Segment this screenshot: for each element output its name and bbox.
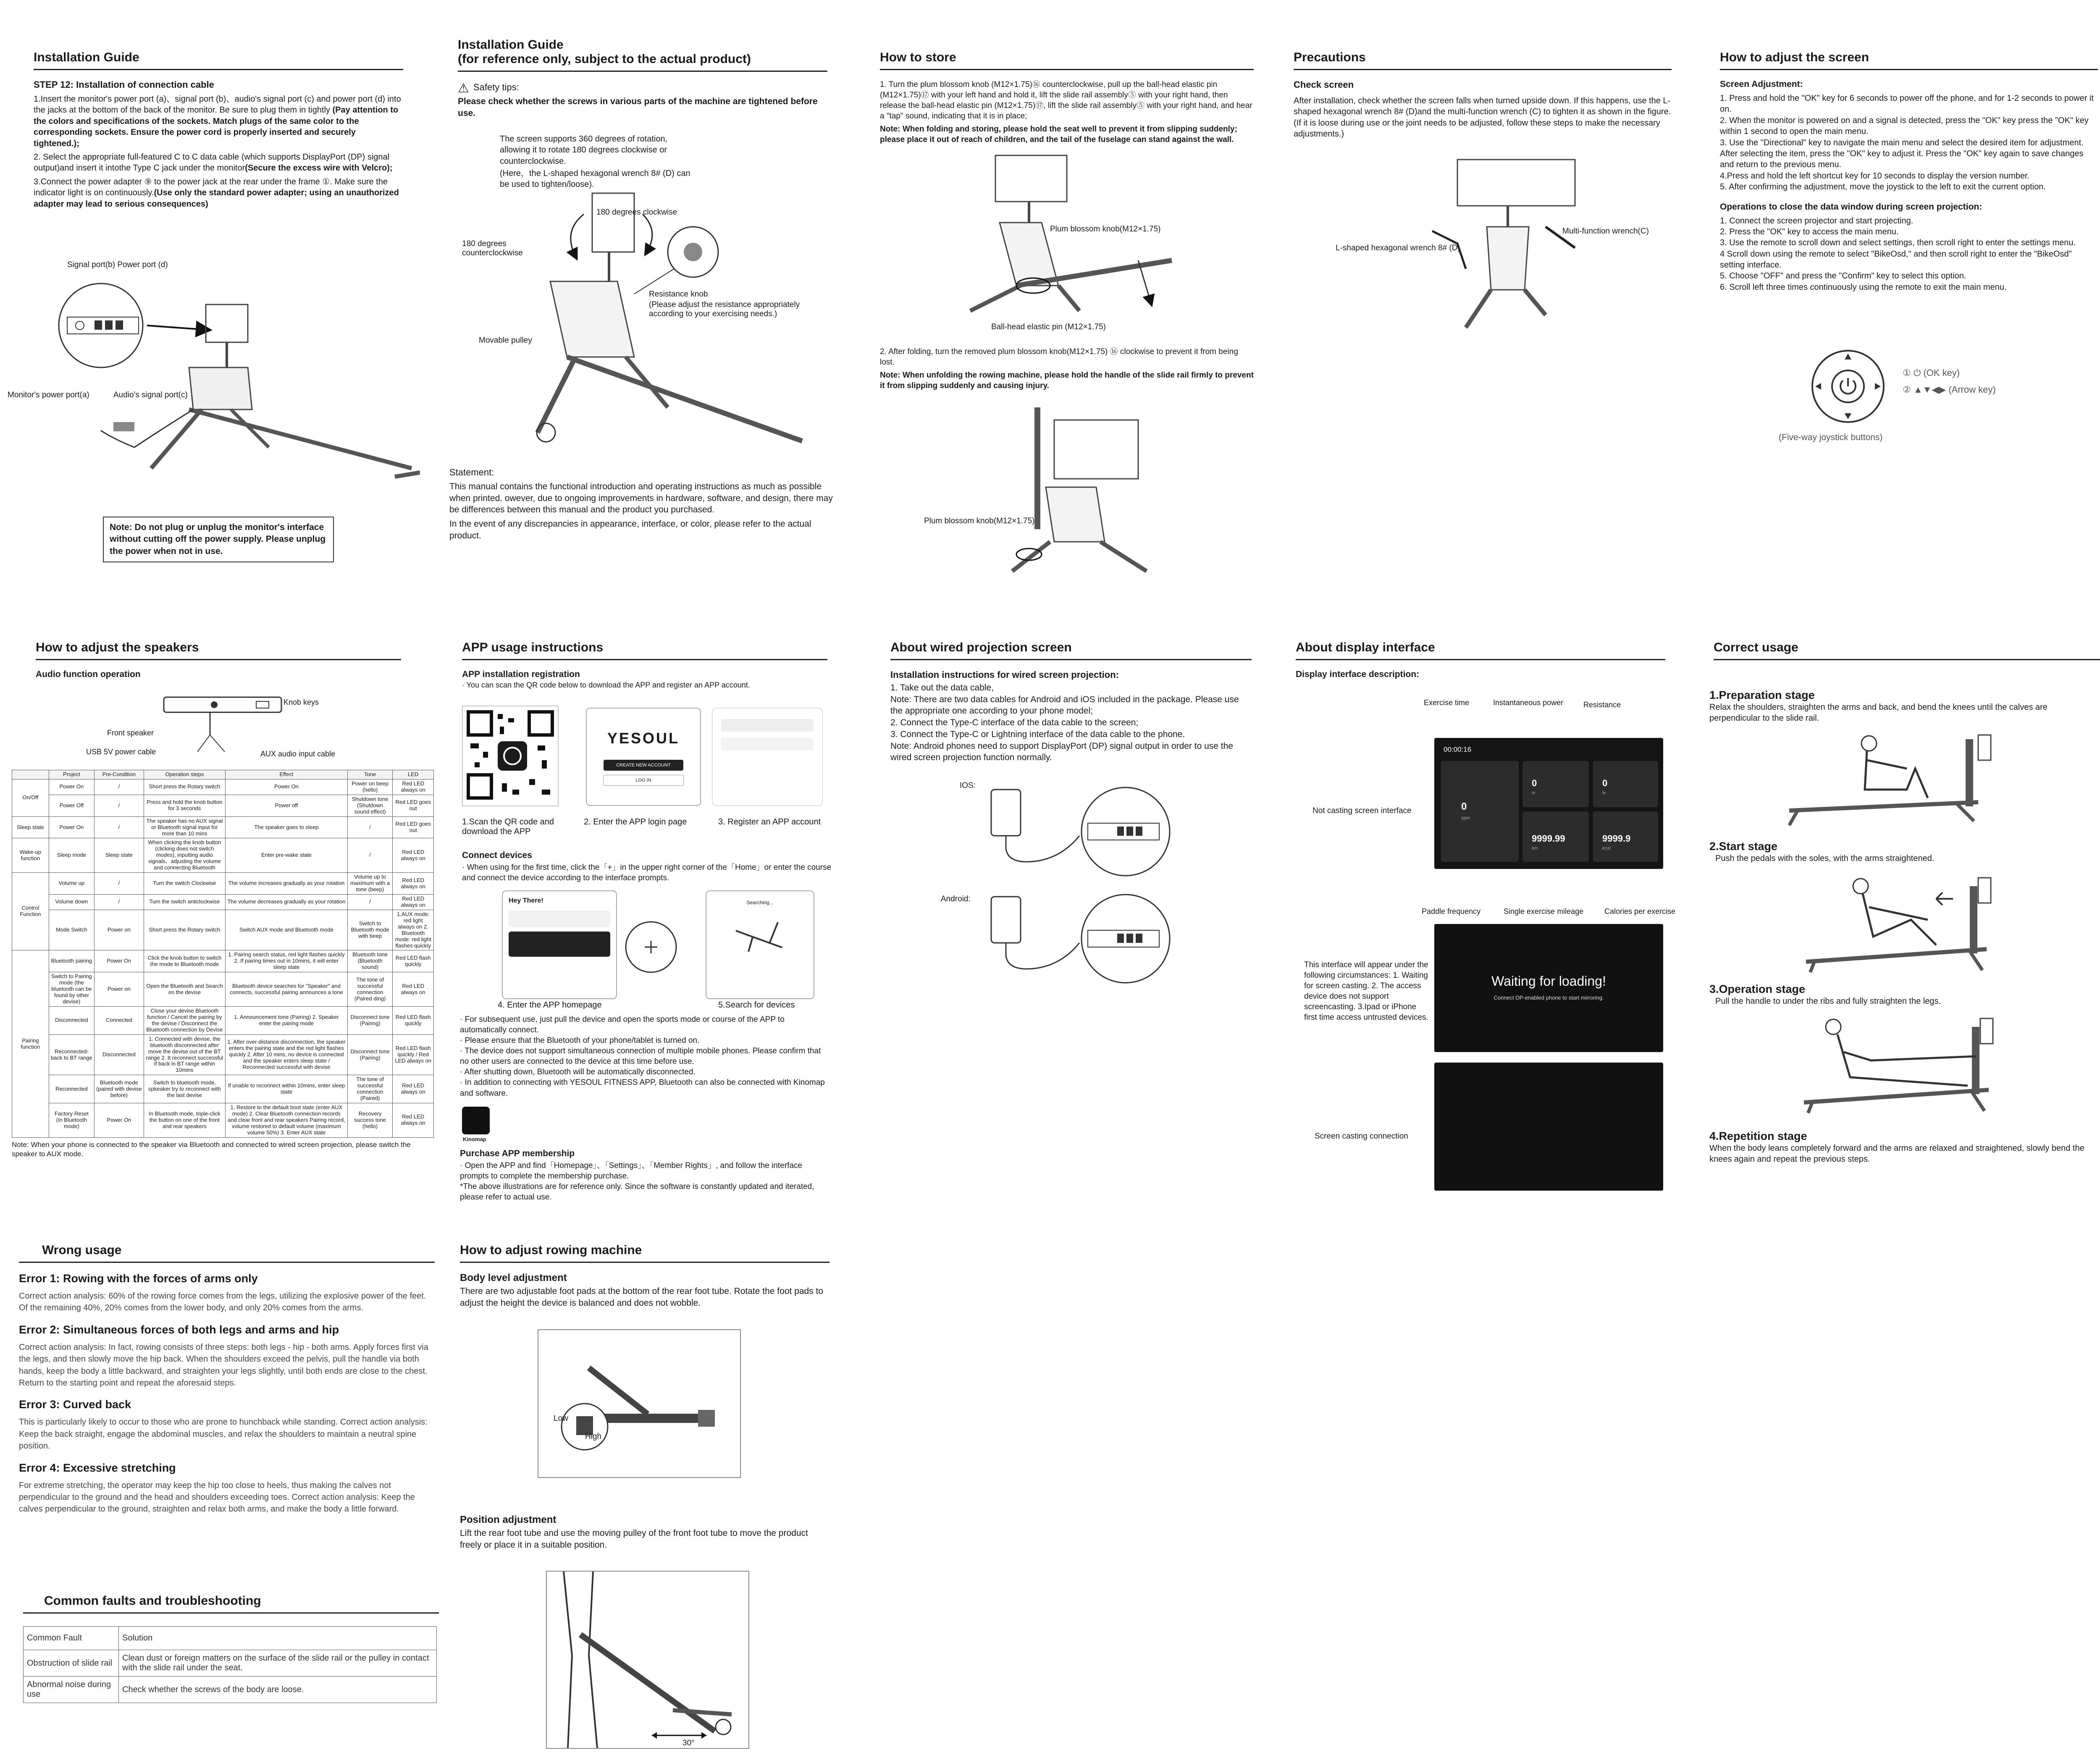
app-panel <box>462 640 827 693</box>
screen-adjust-title: How to adjust the screen <box>1720 50 2098 70</box>
paddle-frequency-label: Paddle frequency <box>1422 907 1481 916</box>
foot-pad-figure <box>538 1329 741 1478</box>
app-bullet: · Please ensure that the Bluetooth of your phone/tablet is turned on. <box>460 1036 700 1045</box>
statement-text-2: In the event of any discrepancies in appearance, interface, or color, please refer to the actual product. <box>449 519 811 541</box>
stage-4-title: 4.Repetition stage <box>1709 1130 1807 1142</box>
knob-label: Plum blossom knob(M12×1.75) <box>1050 225 1161 234</box>
kinomap-logo <box>462 1107 490 1134</box>
error-2-text: Correct action analysis: In fact, rowing consists of three steps: both legs - hip - both arms. Apply forces first via the legs, and then slowly move the hip back. When the shoulders exceed the pelvis, pull the handle via both hands, keep the body a little backward, and straighten your legs slightly, until both ends are close to the chest. Return to the starting point and repeat the aforesaid steps. <box>19 1342 428 1388</box>
power-unit: w <box>1532 790 1535 795</box>
correct-usage-title: Correct usage <box>1714 640 2100 660</box>
stage-2-figure <box>1802 869 1995 974</box>
statement-label: Statement: <box>449 467 494 478</box>
table-row: Obstruction of slide rail Clean dust or foreign matters on the surface of the slide rail or the pulley in contact with the slide rail under the seat. <box>24 1650 437 1677</box>
error-1-title: Error 1: Rowing with the forces of arms only <box>19 1272 258 1285</box>
app-bullet: · The device does not support simultaneous connection of multiple mobile phones. Please confirm that no other users are connected to the device at this time before use. <box>460 1047 821 1066</box>
wrong-usage-title: Wrong usage <box>19 1243 435 1263</box>
connect-devices-subtitle: Connect devices <box>462 850 532 860</box>
position-adjust-text: Lift the rear foot tube and use the moving pulley of the front foot tube to move the product freely or place it in a suitable position. <box>460 1528 808 1550</box>
installation-title: Installation Guide <box>34 50 403 70</box>
close-window-subtitle: Operations to close the data window during screen projection: <box>1720 202 1982 212</box>
error-4-title: Error 4: Excessive stretching <box>19 1461 176 1474</box>
purchase-note: *The above illustrations are for reference only. Since the software is constantly updated and iterated, please refer to actual use. <box>460 1182 814 1202</box>
correct-usage-panel <box>1714 640 2100 669</box>
safety-label: Safety tips: <box>473 82 519 92</box>
calories-unit: kcal <box>1602 846 1611 851</box>
wired-line: 1. Take out the data cable, <box>890 683 994 693</box>
store-panel <box>880 50 1254 147</box>
kinomap-label: Kinomap <box>463 1136 486 1142</box>
counterclockwise-label: 180 degrees counterclockwise <box>462 239 523 257</box>
pulley-label: Movable pulley <box>479 336 532 345</box>
step-2-caption: 2. Enter the APP login page <box>584 817 687 827</box>
close-step: 1. Connect the screen projector and start projecting. <box>1720 216 1914 226</box>
stage-1-title: 1.Preparation stage <box>1709 689 1815 701</box>
close-window-steps <box>1720 215 2098 293</box>
power-value: 0 <box>1532 778 1537 788</box>
step-4-caption: 4. Enter the APP homepage <box>498 1000 602 1010</box>
faults-panel <box>23 1594 439 1703</box>
screen-adjust-steps <box>1720 93 2098 193</box>
login-screen <box>586 708 701 806</box>
step-3-caption: 3. Register an APP account <box>718 817 821 827</box>
knob-label-2: Plum blossom knob(M12×1.75) <box>924 517 1035 525</box>
app-homepage-screen <box>502 890 617 999</box>
ok-key-label: ① ⏻ (OK key) <box>1903 367 1960 378</box>
safety-text: Please check whether the screws in various parts of the machine are tightened before use. <box>458 97 818 118</box>
connect-devices-block <box>462 850 832 886</box>
rower-icon <box>706 905 814 964</box>
spm-value: 0 <box>1461 801 1467 812</box>
aux-cable-label: AUX audio input cable <box>260 750 336 758</box>
rotation-diagram <box>466 189 827 458</box>
waiting-conditions-text: This interface will appear under the following circumstances: 1. Waiting for screen casting. 2. The access device does not support screencasting. 3.Ipad or iPhone first time access untrusted devices. <box>1304 961 1428 1022</box>
low-label: Low <box>554 1414 568 1423</box>
resistance-knob-label: Resistance knob <box>649 290 708 299</box>
check-screen-title: Check screen <box>1294 79 1354 90</box>
statement-text: This manual contains the functional introduction and operating instructions as much as possible when printed. owever, due to ongoing improvements in hardware, software, and design, there may be differences between this manual and the product you purchased. <box>449 482 833 515</box>
screen-step: 3. Use the "Directional" key to navigate the main menu and select the desired item for adjustment. After selecting the item, press the "OK" key to adjust it. Press the "OK" key again to save changes and return to the previous menu. <box>1720 138 2084 170</box>
distance-unit: km <box>1532 846 1538 851</box>
resistance-value: 0 <box>1602 778 1608 788</box>
level-adjust-subtitle: Body level adjustment <box>460 1272 567 1283</box>
faults-table <box>23 1626 437 1703</box>
stage-3 <box>1709 983 2096 1009</box>
knob-keys-label: Knob keys <box>284 698 319 706</box>
ref-guide-title: Installation Guide <box>458 38 564 52</box>
spm-tile <box>1441 761 1519 862</box>
audio-port-label: Audio's signal port(c) <box>113 391 188 399</box>
precautions-panel <box>1294 50 1672 142</box>
brand-logo: YESOUL <box>607 730 680 747</box>
store-step-2-block <box>880 346 1254 394</box>
app-bullet: · For subsequent use, just pull the device and open the sports mode or course of the APP to automatically connect. <box>460 1015 785 1035</box>
store-note-1: Note: When folding and storing, please hold the seat well to prevent it from slipping suddenly; please place it out of reach of children, and the tail of the fuselage can stand against the wall. <box>880 125 1237 144</box>
power-tile <box>1522 761 1589 807</box>
stage-2 <box>1709 840 2096 866</box>
wrong-usage-panel <box>19 1243 435 1515</box>
rowing-adjust-title: How to adjust rowing machine <box>460 1243 830 1263</box>
store-title: How to store <box>880 50 1254 70</box>
precautions-title: Precautions <box>1294 50 1672 70</box>
statement-block <box>449 466 836 544</box>
screen-step: 4.Press and hold the left shortcut key for 10 seconds to display the version number. <box>1720 171 2030 181</box>
screen-adjustment-subtitle: Screen Adjustment: <box>1720 79 1803 89</box>
android-connection-diagram <box>987 892 1176 985</box>
screen-step: 1. Press and hold the "OK" key for 6 seconds to power off the phone, and for 1-2 seconds to power it on. <box>1720 94 2094 114</box>
level-adjust-text: There are two adjustable foot pads at the bottom of the rear foot tube. Rotate the foot pads to adjust the height the device is balanced and does not wobble. <box>460 1286 824 1308</box>
error-3-title: Error 3: Curved back <box>19 1398 131 1411</box>
close-step: 4 Scroll down using the remote to select "BikeOsd," and then scroll right to enter the "BikeOsd" setting interface. <box>1720 249 2072 270</box>
spm-unit: spm <box>1461 816 1470 821</box>
multi-wrench-label: Multi-function wrench(C) <box>1562 227 1649 236</box>
speakers-panel <box>36 640 401 683</box>
screen-rotation-text: The screen supports 360 degrees of rotation, allowing it to rotate 180 degrees clockwise or counterclockwise. <box>500 134 668 166</box>
stage-3-title: 3.Operation stage <box>1709 983 1806 995</box>
power-note: Note: Do not plug or unplug the monitor's interface without cutting off the power supply. Please unplug the power when not in use. <box>103 517 334 562</box>
rowing-adjust-panel <box>460 1243 830 1311</box>
screen-adjust-panel <box>1720 50 2098 293</box>
warning-icon: ⚠ <box>458 81 469 96</box>
close-step: 6. Scroll left three times continuously using the remote to exit the main menu. <box>1720 282 2007 292</box>
stage-3-text: Pull the handle to under the ribs and fully straighten the legs. <box>1715 997 1941 1006</box>
screen-rotation-note: (Here，the L-shaped hexagonal wrench 8# (D) can be used to tighten/loose). <box>500 169 690 189</box>
register-screen <box>712 708 823 806</box>
angle-label: 30° <box>682 1739 695 1748</box>
app-bullet: · In addition to connecting with YESOUL FITNESS APP, Bluetooth can also be connected with Kinomap and software. <box>460 1078 825 1098</box>
error-3-text: This is particularly likely to occur to those who are prone to hunchback while standing. Correct action analysis: Keep the back straight, engage the abdominal muscles, and relax the shoulders to maintain a neutral spine position. <box>19 1417 428 1451</box>
high-label: High <box>585 1432 602 1441</box>
clockwise-label: 180 degrees clockwise <box>596 208 677 217</box>
joystick-icon <box>1806 344 1890 428</box>
check-screen-text: After installation, check whether the screen falls when turned upside down. If this happens, use the L-shaped hexagonal wrench 8# (D)and the multi-function wrench (C) to tighten it as shown in the figure. (If it is loose during use or the joint needs to be adjusted, follow these steps to make the necessary adjustments.) <box>1294 96 1671 139</box>
workout-timer: 00:00:16 <box>1444 745 1472 753</box>
installation-panel: Installation Guide STEP 12: Installation of connection cable 1.Insert the monitor's power port (a)、signal port (b)、audio's signal port (c) and power port (d) into the jacks at the bottom of the back of the monitor. Be sure to plug them in tightly (Pay attention to the colors and specifications of the sockets. Match plugs of the same color to the corresponding sockets. Ensure the power cord is properly inserted and securely tightened.); 2. Select the appropriate full-featured C to C data cable (which supports DisplayPort (DP) signal output)and insert it intothe Type C jack under the monitor(Secure the excess wire with Velcro); 3.Connect the power adapter ⑨ to the power jack at the rear under the frame ①. Make sure the indicator light is on continuously.(Use only the standard power adapter; using an unauthorized adapter may lead to serious consequences) <box>34 50 403 212</box>
fault-header: Common Fault <box>24 1627 119 1650</box>
monitor-power-label: Monitor's power port(a) <box>8 391 89 399</box>
waiting-title: Waiting for loading! <box>1491 974 1606 989</box>
app-bullets <box>460 1014 830 1099</box>
android-label: Android: <box>941 895 971 903</box>
wired-line: 2. Connect the Type-C interface of the data cable to the screen; <box>890 718 1139 728</box>
distance-value: 9999.99 <box>1532 833 1565 844</box>
display-subtitle: Display interface description: <box>1296 669 1420 679</box>
speaker-function-table: Project Pre-Condition Operation steps Effect Tone LED On/Off Power On / Short press the Rotary switch Power On Power on beep (hello) Red LED always on Power Off / Press and hold the knob button for 3 seconds Power off Shutdown tone (Shutdown sound effect) Red LED goes out Sleep state Power On / The speaker has no AUX signal or Bluetooth signal input for more than 10 mins The speaker goes to sleep / Red LED goes out Wake-up function Sleep mode Sleep state When clicking the knob button (clicking does not switch modes), inputting audio signals、adjusting the volume and connecting Bluetooth Enter pre-wake state / Red LED always on Control Function Volume up / Turn the switch Clockwise The volume increases gradually as your rotation Volume up to maximum with a tone (beep) Red LED always on Volume down / Turn the switch anticlockwise The volume decreases gradually as your rotation / Red LED always on Mode Switch Power on Short press the Rotary switch Switch AUX mode and Bluetooth mode Switch to Bluetooth mode with beep 1.AUX mode: red light always on 2. Bluetooth mode: red light flashes quickly Pairing function Bluetooth pairing Power On Click the knob button to switch the mode to Bluetooth mode 1. Pairing search status, red light flashes quickly 2. If pairing times out in 10mins, it will enter sleep state Bluetooth tone (Bluetooth sound) Red LED flash quickly Switch to Pairing mode (the bluetooth can be found by other devise) Power on Open the Bluetooth and Search on the devise Bluetooth device searches for "Speaker" and connects, successful pairing announces a tone The tone of successful connection (Paired ding) Red LED always on Disconnected Connected Close your devise Bluetooth function / Cancel the pairing by the devise / Disconnect the Bluetooth connection by Devise 1. Announcement tone (Pairing) 2. Speaker enter the pairing mode Disconnect tone (Pairing) Red LED flash quickly Reconnected-back to BT range Disconnected 1. Connected with devise, the bluetooth disconnected after move the devise out of the BT range 2. It reconnect successful if back in BT range within 10mins 1. After over-distance disconnection, the speaker enters the pairing state and the red light flashes quickly 2. After 10 mins, no device is connected and the speaker enters sleep state / Reconnected successful with devise Disconnect tone (Pairing) Red LED flash quickly / Red LED always on Reconnected Bluetooth mode (paired with devise before) Switch to bluetooth mode, spkeaker try to reconnect with the last devise If unable to reconnect within 10mins, enter sleep state The tone of successful connection (Paired) Red LED always on Factory Reset (In Bluetooth mode) Power On In Bluetooth mode, triple-click the button on one of the front and rear speakers 1. Restore to the default boot state (enter AUX mode) 2. Clear Bluetooth connection records and clear front and rear speakers Pairing record, volume restored to default volume (maximum volume 50%) 3. Enter AUX state Recovery success tone (hello) Red LED always on Note: When your phone is connected to the speaker via Bluetooth and connected to wired screen projection, please switch the speaker to AUX mode. <box>12 770 434 1162</box>
store-note-2: Note: When unfolding the rowing machine, please hold the handle of the slide rail firmly to prevent it from slipping suddenly and causing injury. <box>880 371 1254 391</box>
stage-4-text: When the body leans completely forward and the arms are relaxed and straightened, slowly bend the knees again and repeat the previous steps. <box>1709 1144 2084 1164</box>
stage-1-figure <box>1781 727 1999 827</box>
audio-operation-subtitle: Audio function operation <box>36 669 141 679</box>
stage-1 <box>1709 689 2096 727</box>
app-title: APP usage instructions <box>462 640 827 660</box>
resistance-knob-note: (Please adjust the resistance appropriately according to your exercising needs.) <box>649 300 800 318</box>
purchase-block <box>460 1149 830 1202</box>
not-casting-label: Not casting screen interface <box>1312 806 1412 815</box>
connection-diagram <box>50 271 420 506</box>
purchase-subtitle: Purchase APP membership <box>460 1149 575 1158</box>
wired-subtitle: Installation instructions for wired screen projection: <box>890 669 1119 680</box>
app-bullet: · After shutting down, Bluetooth will be automatically disconnected. <box>460 1068 696 1077</box>
display-panel <box>1296 640 1665 683</box>
power-label: Instantaneous power <box>1493 698 1564 707</box>
usb-cable-label: USB 5V power cable <box>86 748 156 756</box>
position-adjust-block <box>460 1514 830 1553</box>
wired-line: Note: There are two data cables for Android and iOS included in the package. Please use the appropriate one according to your phone model; <box>890 694 1239 716</box>
wired-line: Note: Android phones need to support DisplayPort (DP) signal output in order to use the wired screen projection function normally. <box>890 741 1233 763</box>
stage-3-figure <box>1800 1010 1997 1115</box>
close-step: 2. Press the "OK" key to access the main menu. <box>1720 227 1899 236</box>
position-adjust-subtitle: Position adjustment <box>460 1514 556 1525</box>
resistance-label: Resistance <box>1583 701 1621 709</box>
step-title: STEP 12: Installation of connection cable <box>34 79 214 90</box>
calories-tile <box>1593 811 1658 862</box>
faults-title: Common faults and troubleshooting <box>23 1594 439 1614</box>
signal-port-label: Signal port(b) Power port (d) <box>67 260 168 269</box>
app-registration-subtitle: APP installation registration <box>462 669 580 679</box>
ios-label: IOS: <box>960 781 976 790</box>
calories-value: 9999.9 <box>1602 833 1631 844</box>
calories-label: Calories per exercise <box>1604 907 1676 916</box>
reference-guide-panel <box>458 38 827 121</box>
table-row: Abnormal noise during use Check whether the screws of the body are loose. <box>24 1677 437 1703</box>
wired-line: 3. Connect the Type-C or Lightning interface of the data cable to the phone. <box>890 729 1185 739</box>
stage-4 <box>1709 1130 2096 1168</box>
wired-panel <box>890 640 1252 764</box>
add-device-callout <box>624 920 678 974</box>
error-2-title: Error 2: Simultaneous forces of both legs and arms and hip <box>19 1323 339 1336</box>
resistance-tile <box>1593 761 1658 807</box>
store-diagram-1 <box>953 151 1189 336</box>
casting-screen <box>1434 1063 1663 1191</box>
searching-text: Searching... <box>746 900 774 905</box>
greeting-text: Hey There! <box>509 897 543 904</box>
front-speaker-label: Front speaker <box>107 729 154 737</box>
resistance-unit: lv <box>1602 790 1606 795</box>
ios-connection-diagram <box>987 785 1176 878</box>
create-account-button[interactable]: CREATE NEW ACCOUNT <box>604 760 683 771</box>
close-step: 5. Choose "OFF" and press the "Confirm" key to select this option. <box>1720 271 1966 281</box>
stage-1-text: Relax the shoulders, straighten the arms and back, and bend the knees until the calves are perpendicular to the slide rail. <box>1709 703 2048 723</box>
screen-step: 5. After confirming the adjustment, move the joystick to the left to exit the current option. <box>1720 182 2046 192</box>
device-search-screen <box>706 890 814 999</box>
pin-label: Ball-head elastic pin (M12×1.75) <box>991 323 1106 331</box>
position-figure <box>546 1571 749 1749</box>
login-button[interactable]: LOG IN <box>603 775 684 786</box>
exercise-time-label: Exercise time <box>1424 698 1470 707</box>
wired-title: About wired projection screen <box>890 640 1252 660</box>
stage-2-title: 2.Start stage <box>1709 840 1778 853</box>
error-4-text: For extreme stretching, the operator may keep the hip too close to heels, thus making the calves not perpendicular to the ground and the head and shoulders exceeding toes. Correct action analysis: Keep the calves perpendicular to the ground, straighten and relax both arms, and make the body a little forward. <box>19 1480 415 1514</box>
distance-tile <box>1522 811 1589 862</box>
solution-header: Solution <box>119 1627 437 1650</box>
store-step-1: 1. Turn the plum blossom knob (M12×1.75)⑯ counterclockwise, pull up the ball-head elastic pin (M12×1.75)⑰ with your left hand and hold it, lift the slide rail assembly⑤ with your right hand, then release the ball-head elastic pin (M12×1.75)⑰, lift the slide rail assembly⑤ with your right hand, and hear a "tap" sound, indicating that it is in place; <box>880 80 1252 121</box>
purchase-text: · Open the APP and find「Homepage」、「Settings」、「Member Rights」, and follow the interface prompts to complete the membership purchase. <box>460 1161 802 1181</box>
screen-step: 2. When the monitor is powered on and a signal is detected, press the "OK" key press the "OK" key within 1 second to open the main menu. <box>1720 115 2089 136</box>
display-title: About display interface <box>1296 640 1665 660</box>
mileage-label: Single exercise mileage <box>1504 907 1584 916</box>
speaker-note: Note: When your phone is connected to the speaker via Bluetooth and connected to wired screen projection, please switch the speaker to AUX mode. <box>12 1140 411 1158</box>
casting-label: Screen casting connection <box>1315 1132 1408 1141</box>
stage-2-text: Push the pedals with the soles, with the arms straightened. <box>1715 854 1935 863</box>
store-diagram-2 <box>987 403 1197 580</box>
close-step: 3. Use the remote to scroll down and select settings, then scroll right to enter the settings menu. <box>1720 238 2076 248</box>
ref-guide-subtitle: (for reference only, subject to the actual product) <box>458 52 751 66</box>
connect-devices-text: · When using for the first time, click the「+」in the upper right corner of the「Home」or enter the course and connect the device according to the interface prompts. <box>462 863 832 883</box>
arrow-key-label: ② ▲▼◀▶ (Arrow key) <box>1903 384 1996 395</box>
workout-display-screen <box>1434 738 1663 869</box>
store-step-2: 2. After folding, turn the removed plum blossom knob(M12×1.75) ⑯ clockwise to prevent it from being lost. <box>880 347 1238 367</box>
app-scan-text: · You can scan the QR code below to download the APP and register an APP account. <box>462 681 750 689</box>
step-5-caption: 5.Search for devices <box>718 1000 795 1010</box>
waiting-screen <box>1434 924 1663 1052</box>
speaker-diagram <box>147 693 290 756</box>
step-1-caption: 1.Scan the QR code and download the APP <box>462 817 554 836</box>
l-wrench-label: L-shaped hexagonal wrench 8# (D) <box>1336 244 1460 252</box>
waiting-subtitle: Connect DP-enabled phone to start mirroring. <box>1494 995 1604 1001</box>
joystick-label: (Five-way joystick buttons) <box>1779 433 1883 442</box>
error-1-text: Correct action analysis: 60% of the rowing force comes from the legs, utilizing the explosive power of the feet. Of the remaining 40%, 20% comes from the lower body, and only 20% comes from the arms. <box>19 1291 426 1313</box>
speakers-title: How to adjust the speakers <box>36 640 401 660</box>
qr-code <box>462 706 559 806</box>
